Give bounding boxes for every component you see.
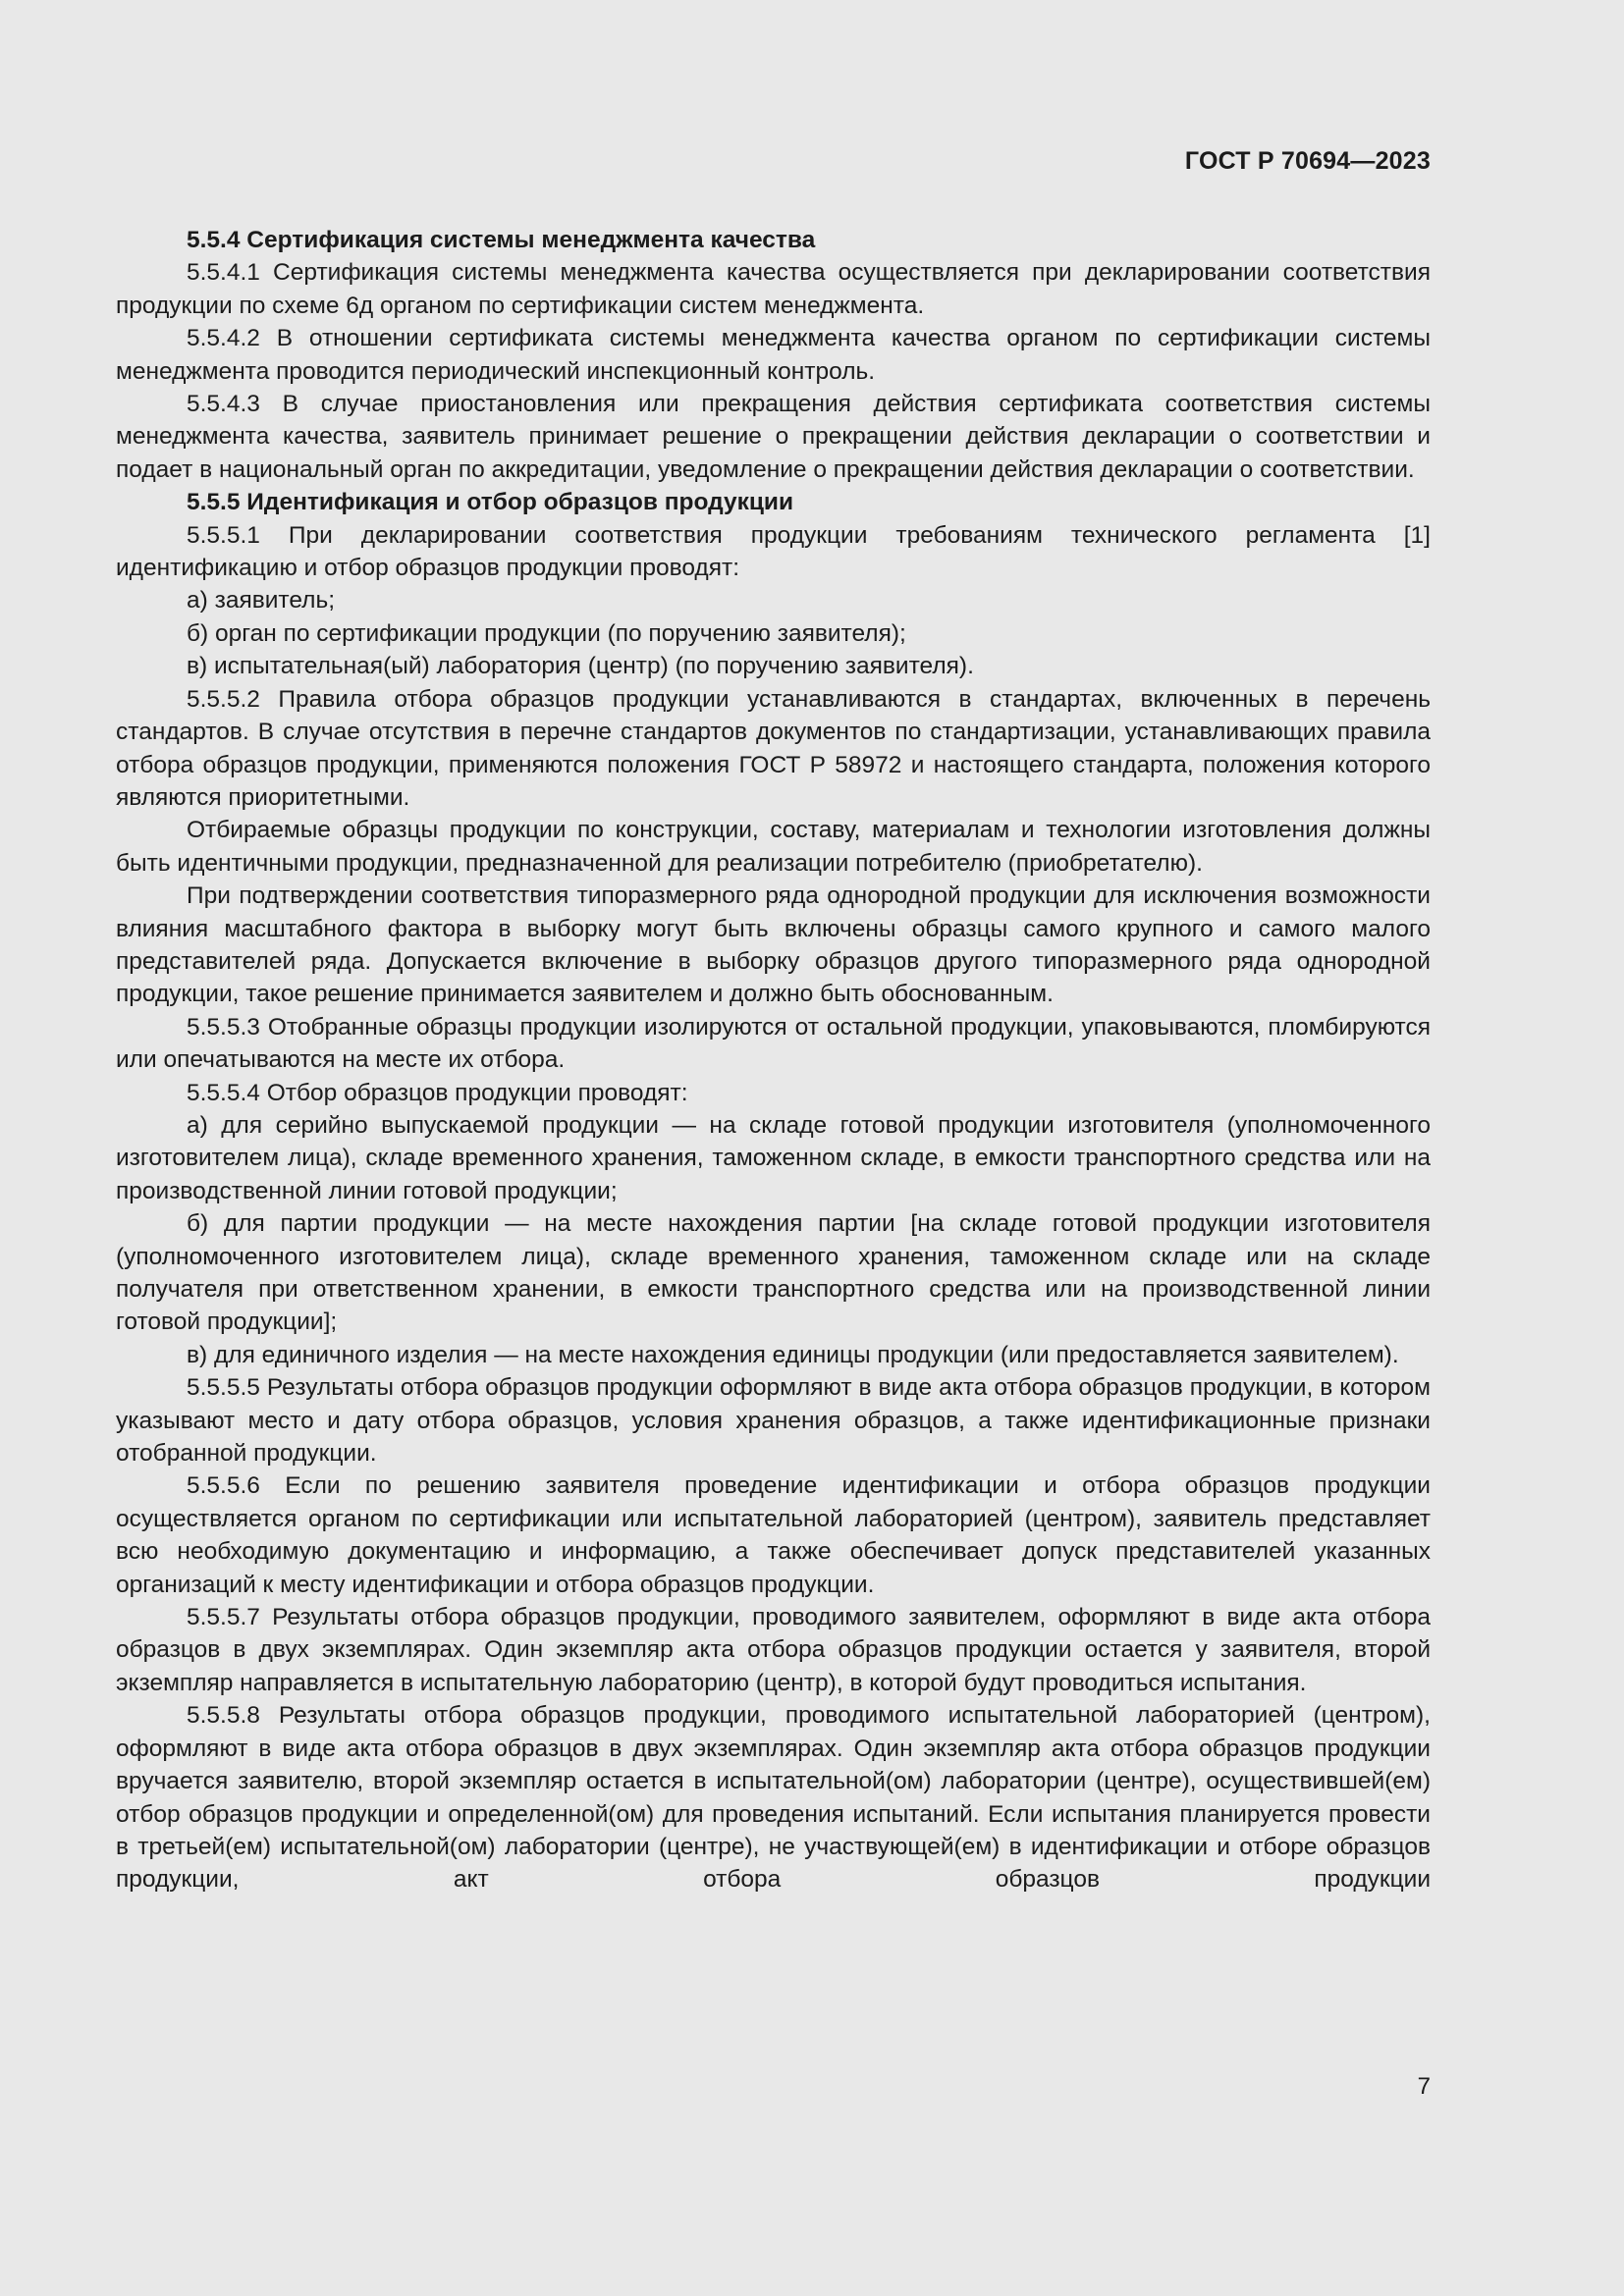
- list-item-v: в) испытательная(ый) лаборатория (центр) (по поручению заявителя).: [187, 653, 974, 680]
- document-body: [116, 224, 1431, 1896]
- page-number: 7: [1417, 2073, 1431, 2100]
- paragraph-samples-identical: Отбираемые образцы продукции по конструкции, составу, материалам и технологии изготовления должны быть идентичными продукции, предназначенной для реализации потребителю (приобретателю).: [116, 817, 1431, 877]
- paragraph-5-5-4-2: 5.5.4.2 В отношении сертификата системы менеджмента качества органом по сертификации системы менеджмента проводится периодический инспекционный контроль.: [116, 325, 1431, 385]
- paragraph-5-5-5-8: 5.5.5.8 Результаты отбора образцов продукции, проводимого испытательной лабораторией (центром), оформляют в виде акта отбора образцов в двух экземплярах. Один экземпляр акта отбора образцов продукции вручается заявителю, второй экземпляр остается в испытательной(ом) лаборатории (центре), осуществившей(ем) отбор образцов продукции и определенной(ом) для проведения испытаний. Если испытания планируется провести в третьей(ем) испытательной(ом) лаборатории (центре), не участвующей(ем) в идентификации и отборе образцов продукции, акт отбора образцов продукции: [116, 1702, 1431, 1894]
- paragraph-5-5-5-7: 5.5.5.7 Результаты отбора образцов продукции, проводимого заявителем, оформляют в виде акта отбора образцов в двух экземплярах. Один экземпляр акта отбора образцов продукции остается у заявителя, второй экземпляр направляется в испытательную лабораторию (центр), в которой будут проводиться испытания.: [116, 1604, 1431, 1696]
- paragraph-size-range: При подтверждении соответствия типоразмерного ряда однородной продукции для исключения возможности влияния масштабного фактора в выборку могут быть включены образцы самого крупного и самого малого представителей ряда. Допускается включение в выборку образцов другого типоразмерного ряда однородной продукции, такое решение принимается заявителем и должно быть обоснованным.: [116, 882, 1431, 1008]
- paragraph-5-5-5-2: 5.5.5.2 Правила отбора образцов продукции устанавливаются в стандартах, включенных в перечень стандартов. В случае отсутствия в перечне стандартов документов по стандартизации, устанавливающих правила отбора образцов продукции, применяются положения ГОСТ Р 58972 и настоящего стандарта, положения которого являются приоритетными.: [116, 685, 1431, 811]
- list-item-batch: б) для партии продукции — на месте нахождения партии [на складе готовой продукции изготовителя (уполномоченного изготовителем лица), складе временного хранения, таможенном складе или на складе получателя при ответственном хранении, в емкости транспортного средства или на производственной линии готовой продукции];: [116, 1210, 1431, 1336]
- paragraph-5-5-5-3: 5.5.5.3 Отобранные образцы продукции изолируются от остальной продукции, упаковываются, пломбируются или опечатываются на месте их отбора.: [116, 1013, 1431, 1074]
- paragraph-5-5-5-1: 5.5.5.1 При декларировании соответствия продукции требованиям технического регламента [1] идентификацию и отбор образцов продукции проводят:: [116, 521, 1431, 582]
- list-item-single-unit: в) для единичного изделия — на месте нахождения единицы продукции (или предоставляется заявителем).: [187, 1341, 1399, 1368]
- list-item-serial-production: а) для серийно выпускаемой продукции — на складе готовой продукции изготовителя (уполномоченного изготовителем лица), складе временного хранения, таможенном складе, в емкости транспортного средства или на производственной линии готовой продукции;: [116, 1111, 1431, 1204]
- list-item-b: б) орган по сертификации продукции (по поручению заявителя);: [187, 619, 906, 647]
- list-item-a: а) заявитель;: [187, 587, 336, 614]
- paragraph-5-5-5-5: 5.5.5.5 Результаты отбора образцов продукции оформляют в виде акта отбора образцов продукции, в котором указывают место и дату отбора образцов, условия хранения образцов, а также идентификационные признаки отобранной продукции.: [116, 1374, 1431, 1468]
- paragraph-5-5-5-4: 5.5.5.4 Отбор образцов продукции проводят:: [187, 1079, 688, 1106]
- section-heading-5-5-5: 5.5.5 Идентификация и отбор образцов продукции: [187, 489, 794, 516]
- paragraph-5-5-4-3: 5.5.4.3 В случае приостановления или прекращения действия сертификата соответствия системы менеджмента качества, заявитель принимает решение о прекращении действия декларации о соответствии и подает в национальный орган по аккредитации, уведомление о прекращении действия декларации о соответствии.: [116, 391, 1431, 483]
- section-heading-5-5-4: 5.5.4 Сертификация системы менеджмента качества: [187, 227, 816, 253]
- paragraph-5-5-5-6: 5.5.5.6 Если по решению заявителя проведение идентификации и отбора образцов продукции осуществляется органом по сертификации или испытательной лабораторией (центром), заявитель представляет всю необходимую документацию и информацию, а также обеспечивает допуск представителей указанных организаций к месту идентификации и отбора образцов продукции.: [116, 1472, 1431, 1598]
- document-code-header: ГОСТ Р 70694—2023: [1184, 147, 1431, 175]
- paragraph-5-5-4-1: 5.5.4.1 Сертификация системы менеджмента качества осуществляется при декларировании соответствия продукции по схеме 6д органом по сертификации систем менеджмента.: [116, 259, 1431, 319]
